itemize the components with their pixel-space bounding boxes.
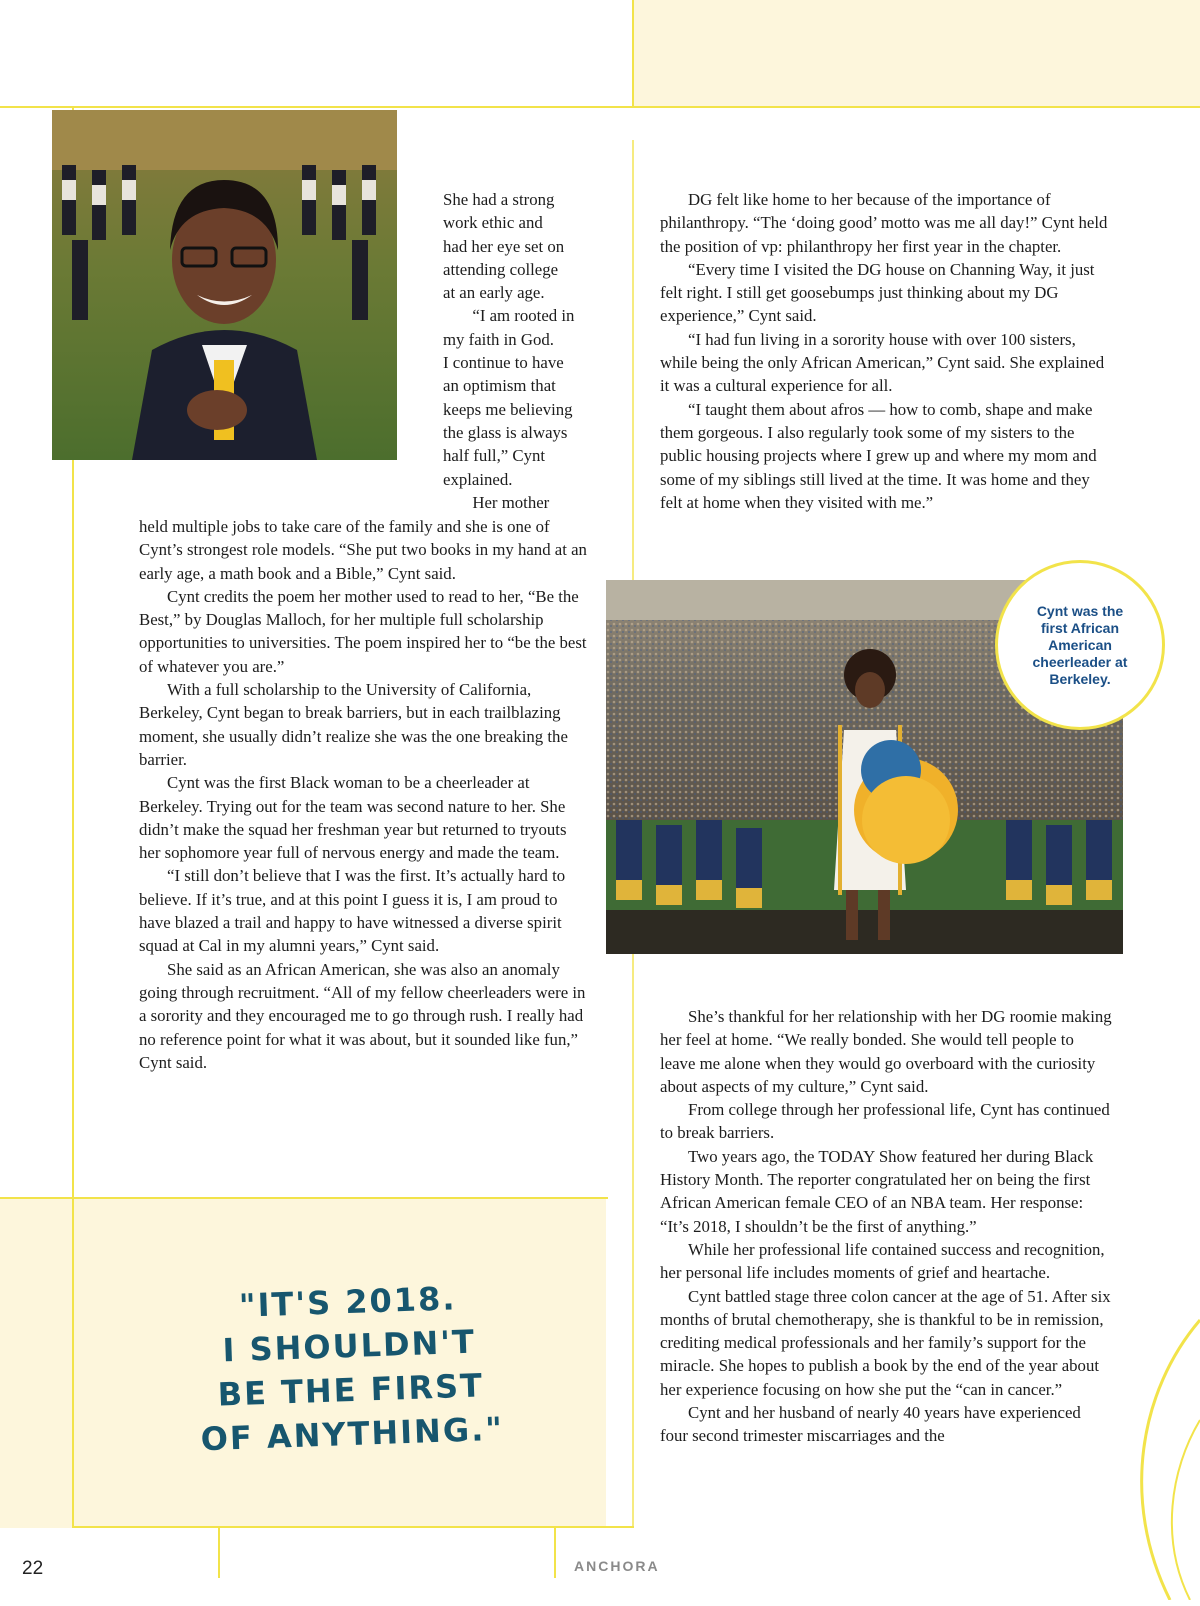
portrait-photo [52,110,397,460]
wrap-line: explained. [443,469,513,489]
body-paragraph: From college through her professional life, Cynt has continued to break barriers. [660,1100,1110,1143]
wrap-line: work ethic and [443,213,543,233]
wrap-line: had her eye set on [443,236,565,256]
wrap-line: She had a strong [443,190,555,209]
pullquote-bottom-rule [72,1526,634,1528]
pullquote-top-rule [0,1197,608,1199]
pull-quote: "IT'S 2018. I SHOULDN'T BE THE FIRST OF ANYTHING." [200,1279,505,1459]
bottom-tick-left [218,1528,220,1578]
body-paragraph: held multiple jobs to take care of the family and she is one of Cynt’s strongest role models. “She put two books in my hand at an early age, a math book and a Bible,” Cynt said. [139,517,587,583]
wrap-line: an optimism that [443,376,556,396]
magazine-name: ANCHORA [574,1558,660,1574]
wrap-line: at an early age. [443,283,545,303]
right-column-bottom-body [660,1005,1112,1448]
body-paragraph: “I had fun living in a sorority house with over 100 sisters, while being the only African American,” Cynt said. She explained it was a cultural experience for all. [660,329,1105,396]
wrap-line: keeps me believing [443,399,573,419]
body-paragraph: With a full scholarship to the University of California, Berkeley, Cynt began to break barriers, but in each trailblazing moment, she usually didn’t realize she was the one breaking the barrier. [139,680,568,769]
body-paragraph: She said as an African American, she was also an anomaly going through recruitment. “All of my fellow cheerleaders were in a sorority and they encouraged me to go through rush. I really had no reference point for what it was about, but it sounded like fun,” Cynt said. [139,959,586,1072]
body-paragraph: Cynt battled stage three colon cancer at the age of 51. After six months of brutal chemotherapy, she is thankful to be in remission, crediting medical professionals and her family’s support for the miracle. She hopes to publish a book by the end of the year about her experience focusing on how she put the “can in cancer.” [660,1286,1111,1399]
portrait-wrap-text [443,188,633,514]
body-paragraph: “Every time I visited the DG house on Channing Way, it just felt right. I still get goosebumps just thinking about my DG experience,” Cynt said. [660,259,1095,326]
body-paragraph: “I taught them about afros — how to comb, shape and make them gorgeous. I also regularly took some of my sisters to the public housing projects where I grew up and where my mom and some of my siblings still lived at the time. It was home and they felt at home when they visited with me.” [660,399,1097,512]
top-vertical-rule [632,0,634,108]
body-paragraph: Cynt credits the poem her mother used to read to her, “Be the Best,” by Douglas Malloch, for her multiple full scholarship opportunities to universities. The poem inspired her to “be the best of whatever you are.” [139,586,587,676]
photo-caption-text: Cynt was the first African American cheerleader at Berkeley. [1032,602,1128,687]
top-right-cream-panel [634,0,1200,108]
page-number: 22 [22,1558,44,1579]
bottom-tick-right [554,1528,556,1578]
body-paragraph: “I still don’t believe that I was the first. It’s actually hard to believe. If it’s true, and at this point I guess it is, I am proud to have blazed a trail and happy to have witnessed a diverse spirit squad at Cal in my alumni years,” Cynt said. [139,866,566,956]
left-column-body [139,515,591,1074]
photo-caption-circle [995,560,1165,730]
top-horizontal-rule [0,106,1200,108]
body-paragraph: Two years ago, the TODAY Show featured her during Black History Month. The reporter congratulated her on being the first African American female CEO of an NBA team. Her response: “It’s 2018, I shouldn’t be the first of anything.” [660,1146,1094,1236]
wrap-line: attending college [443,259,559,279]
wrap-line: I continue to have [443,353,564,373]
body-paragraph: While her professional life contained success and recognition, her personal life includes moments of grief and heartache. [660,1239,1105,1283]
body-paragraph: Cynt and her husband of nearly 40 years have experienced four second trimester miscarriages and the [660,1403,1081,1446]
right-column-top-body [660,188,1112,514]
body-paragraph: Cynt was the first Black woman to be a cheerleader at Berkeley. Trying out for the team was second nature to her. She didn’t make the squad her freshman year but returned to tryouts her sophomore year full of nervous energy and made the team. [139,773,567,863]
wrap-line: half full,” Cynt [443,446,546,466]
wrap-line: “I am rooted in [443,306,575,326]
body-paragraph: She’s thankful for her relationship with her DG roomie making her feel at home. “We really bonded. She would tell people to leave me alone when they would go overboard with the curiosity about aspects of my culture,” Cynt said. [660,1007,1112,1096]
wrap-line: Her mother [443,492,550,512]
wrap-line: my faith in God. [443,329,554,349]
wrap-line: the glass is always [443,422,568,442]
body-paragraph: DG felt like home to her because of the importance of philanthropy. “The ‘doing good’ motto was me all day!” Cynt held the position of vp: philanthropy her first year in the chapter. [660,190,1108,256]
